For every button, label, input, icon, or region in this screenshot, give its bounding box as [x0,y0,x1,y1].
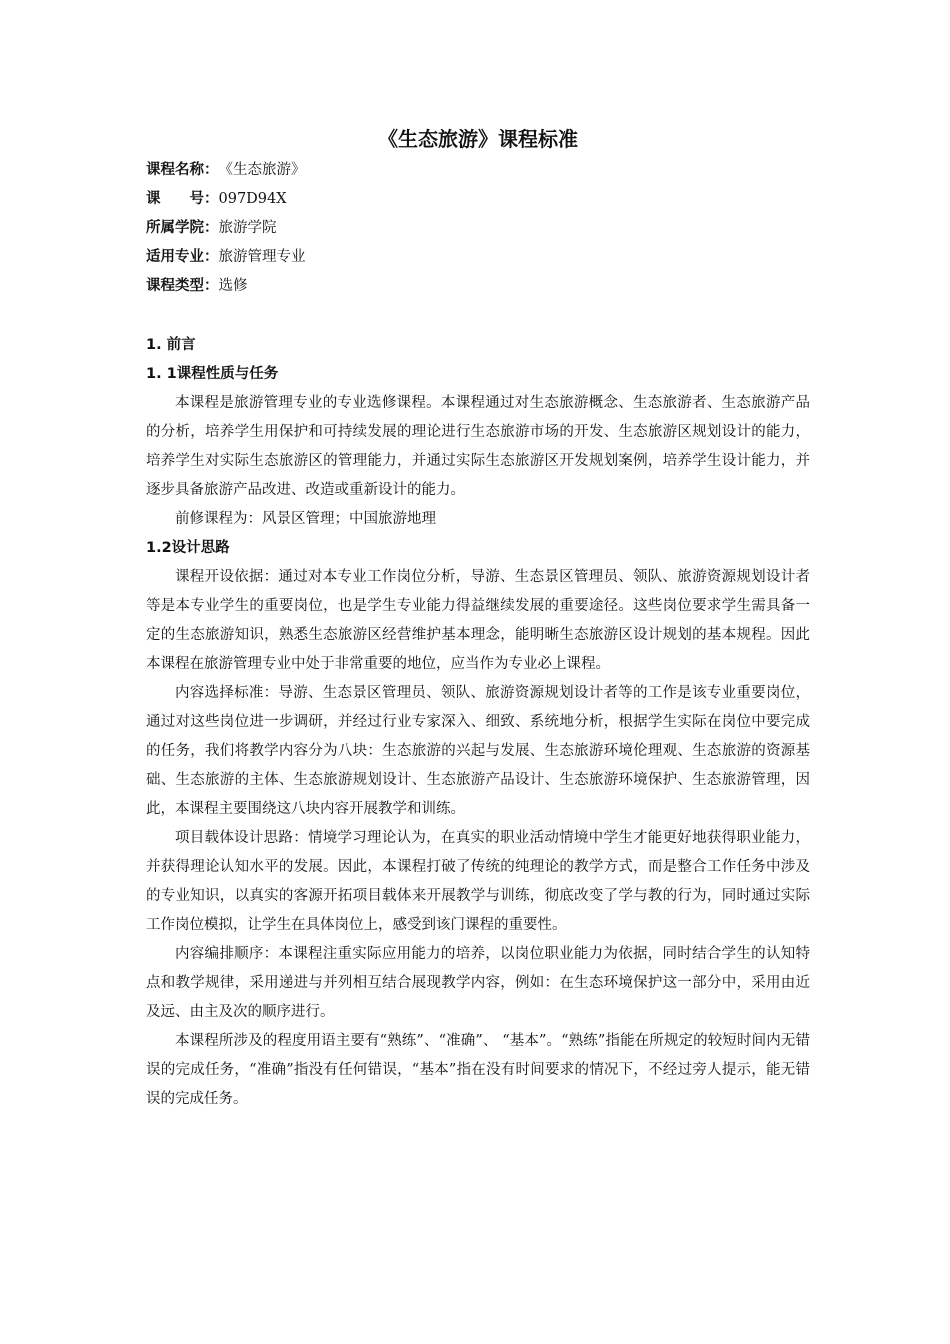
meta-value: 旅游管理专业 [218,249,306,265]
paragraph: 项目载体设计思路：情境学习理论认为，在真实的职业活动情境中学生才能更好地获得职业能力，并获得理论认知水平的发展。因此，本课程打破了传统的纯理论的教学方式，而是整合工作任务中涉及的专业知识，以真实的客源开拓项目载体来开展教学与训练，彻底改变了学与教的行为，同时通过实际工作岗位模拟，让学生在具体岗位上，感受到该门课程的重要性。 [146,830,810,933]
paragraph: 课程开设依据：通过对本专业工作岗位分析，导游、生态景区管理员、领队、旅游资源规划设计者等是本专业学生的重要岗位，也是学生专业能力得益继续发展的重要途径。这些岗位要求学生需具备一定的生态旅游知识，熟悉生态旅游区经营维护基本理念，能明晰生态旅游区设计规划的基本规程。因此本课程在旅游管理专业中处于非常重要的地位，应当作为专业必上课程。 [146,569,810,672]
meta-label: 所属学院： [146,220,219,236]
meta-course-name [146,156,810,185]
section-heading-nature-task: 1. 1课程性质与任务 [146,366,279,382]
meta-value: 旅游学院 [218,220,277,236]
meta-label: 课程类型： [146,278,219,294]
paragraph: 内容选择标准：导游、生态景区管理员、领队、旅游资源规划设计者等的工作是该专业重要岗位，通过对这些岗位进一步调研，并经过行业专家深入、细致、系统地分析，根据学生实际在岗位中要完成的任务，我们将教学内容分为八块：生态旅游的兴起与发展、生态旅游环境伦理观、生态旅游的资源基础、生态旅游的主体、生态旅游规划设计、生态旅游产品设计、生态旅游环境保护、生态旅游管理，因此，本课程主要围绕这八块内容开展教学和训练。 [146,685,810,817]
meta-value: 选修 [218,278,248,294]
document-title: 《生态旅游》课程标准 [378,127,578,151]
section-heading-design: 1.2设计思路 [146,540,230,556]
spacer [146,301,810,331]
meta-label: 适用专业： [146,249,219,265]
meta-value: 097D94X [218,191,287,207]
meta-value: 《生态旅游》 [218,162,306,178]
meta-course-number [146,185,810,214]
meta-college [146,214,810,243]
document-page [146,122,810,1114]
paragraph: 内容编排顺序：本课程注重实际应用能力的培养，以岗位职业能力为依据，同时结合学生的认知特点和教学规律，采用递进与并列相互结合展现教学内容，例如：在生态环境保护这一部分中，采用由近及远、由主及次的顺序进行。 [146,946,810,1020]
paragraph: 本课程是旅游管理专业的专业选修课程。本课程通过对生态旅游概念、生态旅游者、生态旅游产品的分析，培养学生用保护和可持续发展的理论进行生态旅游市场的开发、生态旅游区规划设计的能力，培养学生对实际生态旅游区的管理能力，并通过实际生态旅游区开发规划案例，培养学生设计能力，并逐步具备旅游产品改进、改造或重新设计的能力。 [146,395,810,498]
section-heading-preface: 1. 前言 [146,337,196,353]
meta-major [146,243,810,272]
paragraph: 前修课程为：风景区管理；中国旅游地理 [175,511,436,527]
meta-label: 课程名称： [146,162,219,178]
meta-course-type [146,272,810,301]
meta-label: 课 号： [146,191,219,207]
paragraph: 本课程所涉及的程度用语主要有“熟练”、“准确”、 “基本”。“熟练”指能在所规定的较短时间内无错误的完成任务，“准确”指没有任何错误，“基本”指在没有时间要求的情况下，不经过旁人提示，能无错误的完成任务。 [146,1033,810,1107]
